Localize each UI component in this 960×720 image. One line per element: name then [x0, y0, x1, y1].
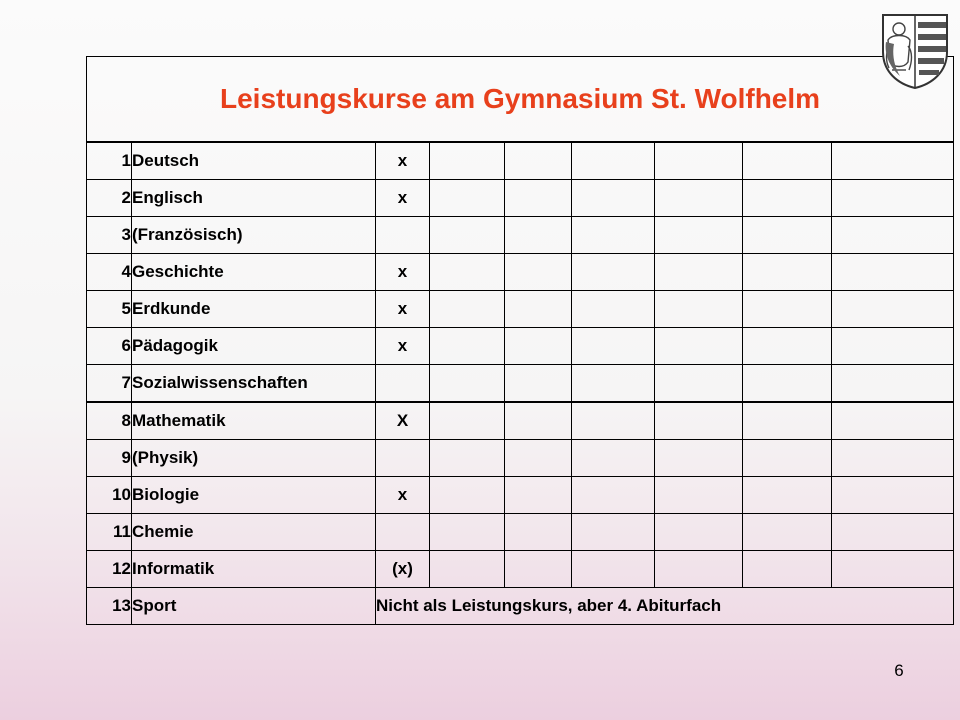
empty-cell: [655, 180, 743, 217]
empty-cell: [572, 328, 655, 365]
empty-cell: [743, 142, 832, 180]
empty-cell: [832, 402, 954, 440]
empty-cell: [505, 217, 572, 254]
empty-cell: [832, 142, 954, 180]
subject-name: (Physik): [132, 440, 376, 477]
empty-cell: [743, 291, 832, 328]
subject-name: Sozialwissenschaften: [132, 365, 376, 403]
course-mark: x: [376, 291, 430, 328]
row-number: 5: [87, 291, 132, 328]
table-row: [87, 291, 954, 328]
empty-cell: [430, 328, 505, 365]
course-mark: x: [376, 142, 430, 180]
subject-name: Englisch: [132, 180, 376, 217]
empty-cell: [505, 514, 572, 551]
subject-name: Pädagogik: [132, 328, 376, 365]
coat-of-arms-logo: [880, 12, 950, 90]
row-number: 3: [87, 217, 132, 254]
empty-cell: [832, 477, 954, 514]
empty-cell: [832, 440, 954, 477]
empty-cell: [832, 254, 954, 291]
empty-cell: [743, 514, 832, 551]
subject-name: Biologie: [132, 477, 376, 514]
empty-cell: [743, 328, 832, 365]
subject-name: Informatik: [132, 551, 376, 588]
empty-cell: [505, 440, 572, 477]
course-mark: x: [376, 328, 430, 365]
empty-cell: [743, 365, 832, 403]
row-number: 9: [87, 440, 132, 477]
empty-cell: [743, 477, 832, 514]
empty-cell: [743, 254, 832, 291]
table-title: Leistungskurse am Gymnasium St. Wolfhelm: [87, 57, 954, 143]
course-mark: x: [376, 254, 430, 291]
courses-table: [86, 56, 954, 625]
row-number: 4: [87, 254, 132, 291]
empty-cell: [743, 180, 832, 217]
course-mark: [376, 440, 430, 477]
empty-cell: [572, 180, 655, 217]
table-row: [87, 477, 954, 514]
empty-cell: [655, 365, 743, 403]
empty-cell: [572, 477, 655, 514]
empty-cell: [430, 477, 505, 514]
row-number: 10: [87, 477, 132, 514]
empty-cell: [655, 328, 743, 365]
subject-name: (Französisch): [132, 217, 376, 254]
empty-cell: [743, 402, 832, 440]
row-number: 6: [87, 328, 132, 365]
empty-cell: [430, 402, 505, 440]
subject-name: Chemie: [132, 514, 376, 551]
empty-cell: [505, 551, 572, 588]
course-mark: (x): [376, 551, 430, 588]
subject-name: Sport: [132, 588, 376, 625]
empty-cell: [655, 477, 743, 514]
subject-name: Deutsch: [132, 142, 376, 180]
empty-cell: [430, 142, 505, 180]
empty-cell: [572, 402, 655, 440]
empty-cell: [505, 328, 572, 365]
row-number: 8: [87, 402, 132, 440]
empty-cell: [505, 180, 572, 217]
empty-cell: [655, 402, 743, 440]
table-row: [87, 254, 954, 291]
empty-cell: [572, 365, 655, 403]
subject-name: Mathematik: [132, 402, 376, 440]
empty-cell: [505, 365, 572, 403]
row-number: 2: [87, 180, 132, 217]
subject-name: Geschichte: [132, 254, 376, 291]
table-row: [87, 328, 954, 365]
page-number: 6: [894, 661, 904, 680]
empty-cell: [655, 551, 743, 588]
empty-cell: [430, 514, 505, 551]
empty-cell: [430, 440, 505, 477]
course-mark: x: [376, 477, 430, 514]
empty-cell: [430, 180, 505, 217]
empty-cell: [572, 217, 655, 254]
empty-cell: [430, 254, 505, 291]
empty-cell: [572, 551, 655, 588]
table-row: [87, 402, 954, 440]
empty-cell: [655, 142, 743, 180]
empty-cell: [743, 551, 832, 588]
table-row: [87, 365, 954, 403]
table-row: [87, 514, 954, 551]
subject-note: Nicht als Leistungskurs, aber 4. Abiturfach: [376, 588, 954, 625]
empty-cell: [832, 291, 954, 328]
empty-cell: [572, 291, 655, 328]
empty-cell: [832, 180, 954, 217]
empty-cell: [743, 217, 832, 254]
empty-cell: [655, 254, 743, 291]
table-row: [87, 142, 954, 180]
empty-cell: [430, 551, 505, 588]
empty-cell: [572, 514, 655, 551]
row-number: 1: [87, 142, 132, 180]
empty-cell: [655, 440, 743, 477]
course-mark: [376, 217, 430, 254]
empty-cell: [743, 440, 832, 477]
empty-cell: [505, 477, 572, 514]
empty-cell: [572, 440, 655, 477]
row-number: 12: [87, 551, 132, 588]
table-row: [87, 180, 954, 217]
empty-cell: [505, 402, 572, 440]
empty-cell: [572, 142, 655, 180]
table-row: [87, 588, 954, 625]
row-number: 7: [87, 365, 132, 403]
empty-cell: [832, 217, 954, 254]
course-mark: x: [376, 180, 430, 217]
empty-cell: [655, 217, 743, 254]
row-number: 11: [87, 514, 132, 551]
course-mark: X: [376, 402, 430, 440]
course-mark: [376, 514, 430, 551]
empty-cell: [655, 291, 743, 328]
course-mark: [376, 365, 430, 403]
empty-cell: [430, 217, 505, 254]
table-row: [87, 217, 954, 254]
table-row: [87, 440, 954, 477]
table-row: [87, 551, 954, 588]
subject-name: Erdkunde: [132, 291, 376, 328]
empty-cell: [505, 254, 572, 291]
empty-cell: [832, 365, 954, 403]
empty-cell: [572, 254, 655, 291]
empty-cell: [832, 514, 954, 551]
row-number: 13: [87, 588, 132, 625]
empty-cell: [430, 365, 505, 403]
empty-cell: [505, 142, 572, 180]
empty-cell: [430, 291, 505, 328]
empty-cell: [832, 328, 954, 365]
empty-cell: [505, 291, 572, 328]
empty-cell: [655, 514, 743, 551]
empty-cell: [832, 551, 954, 588]
